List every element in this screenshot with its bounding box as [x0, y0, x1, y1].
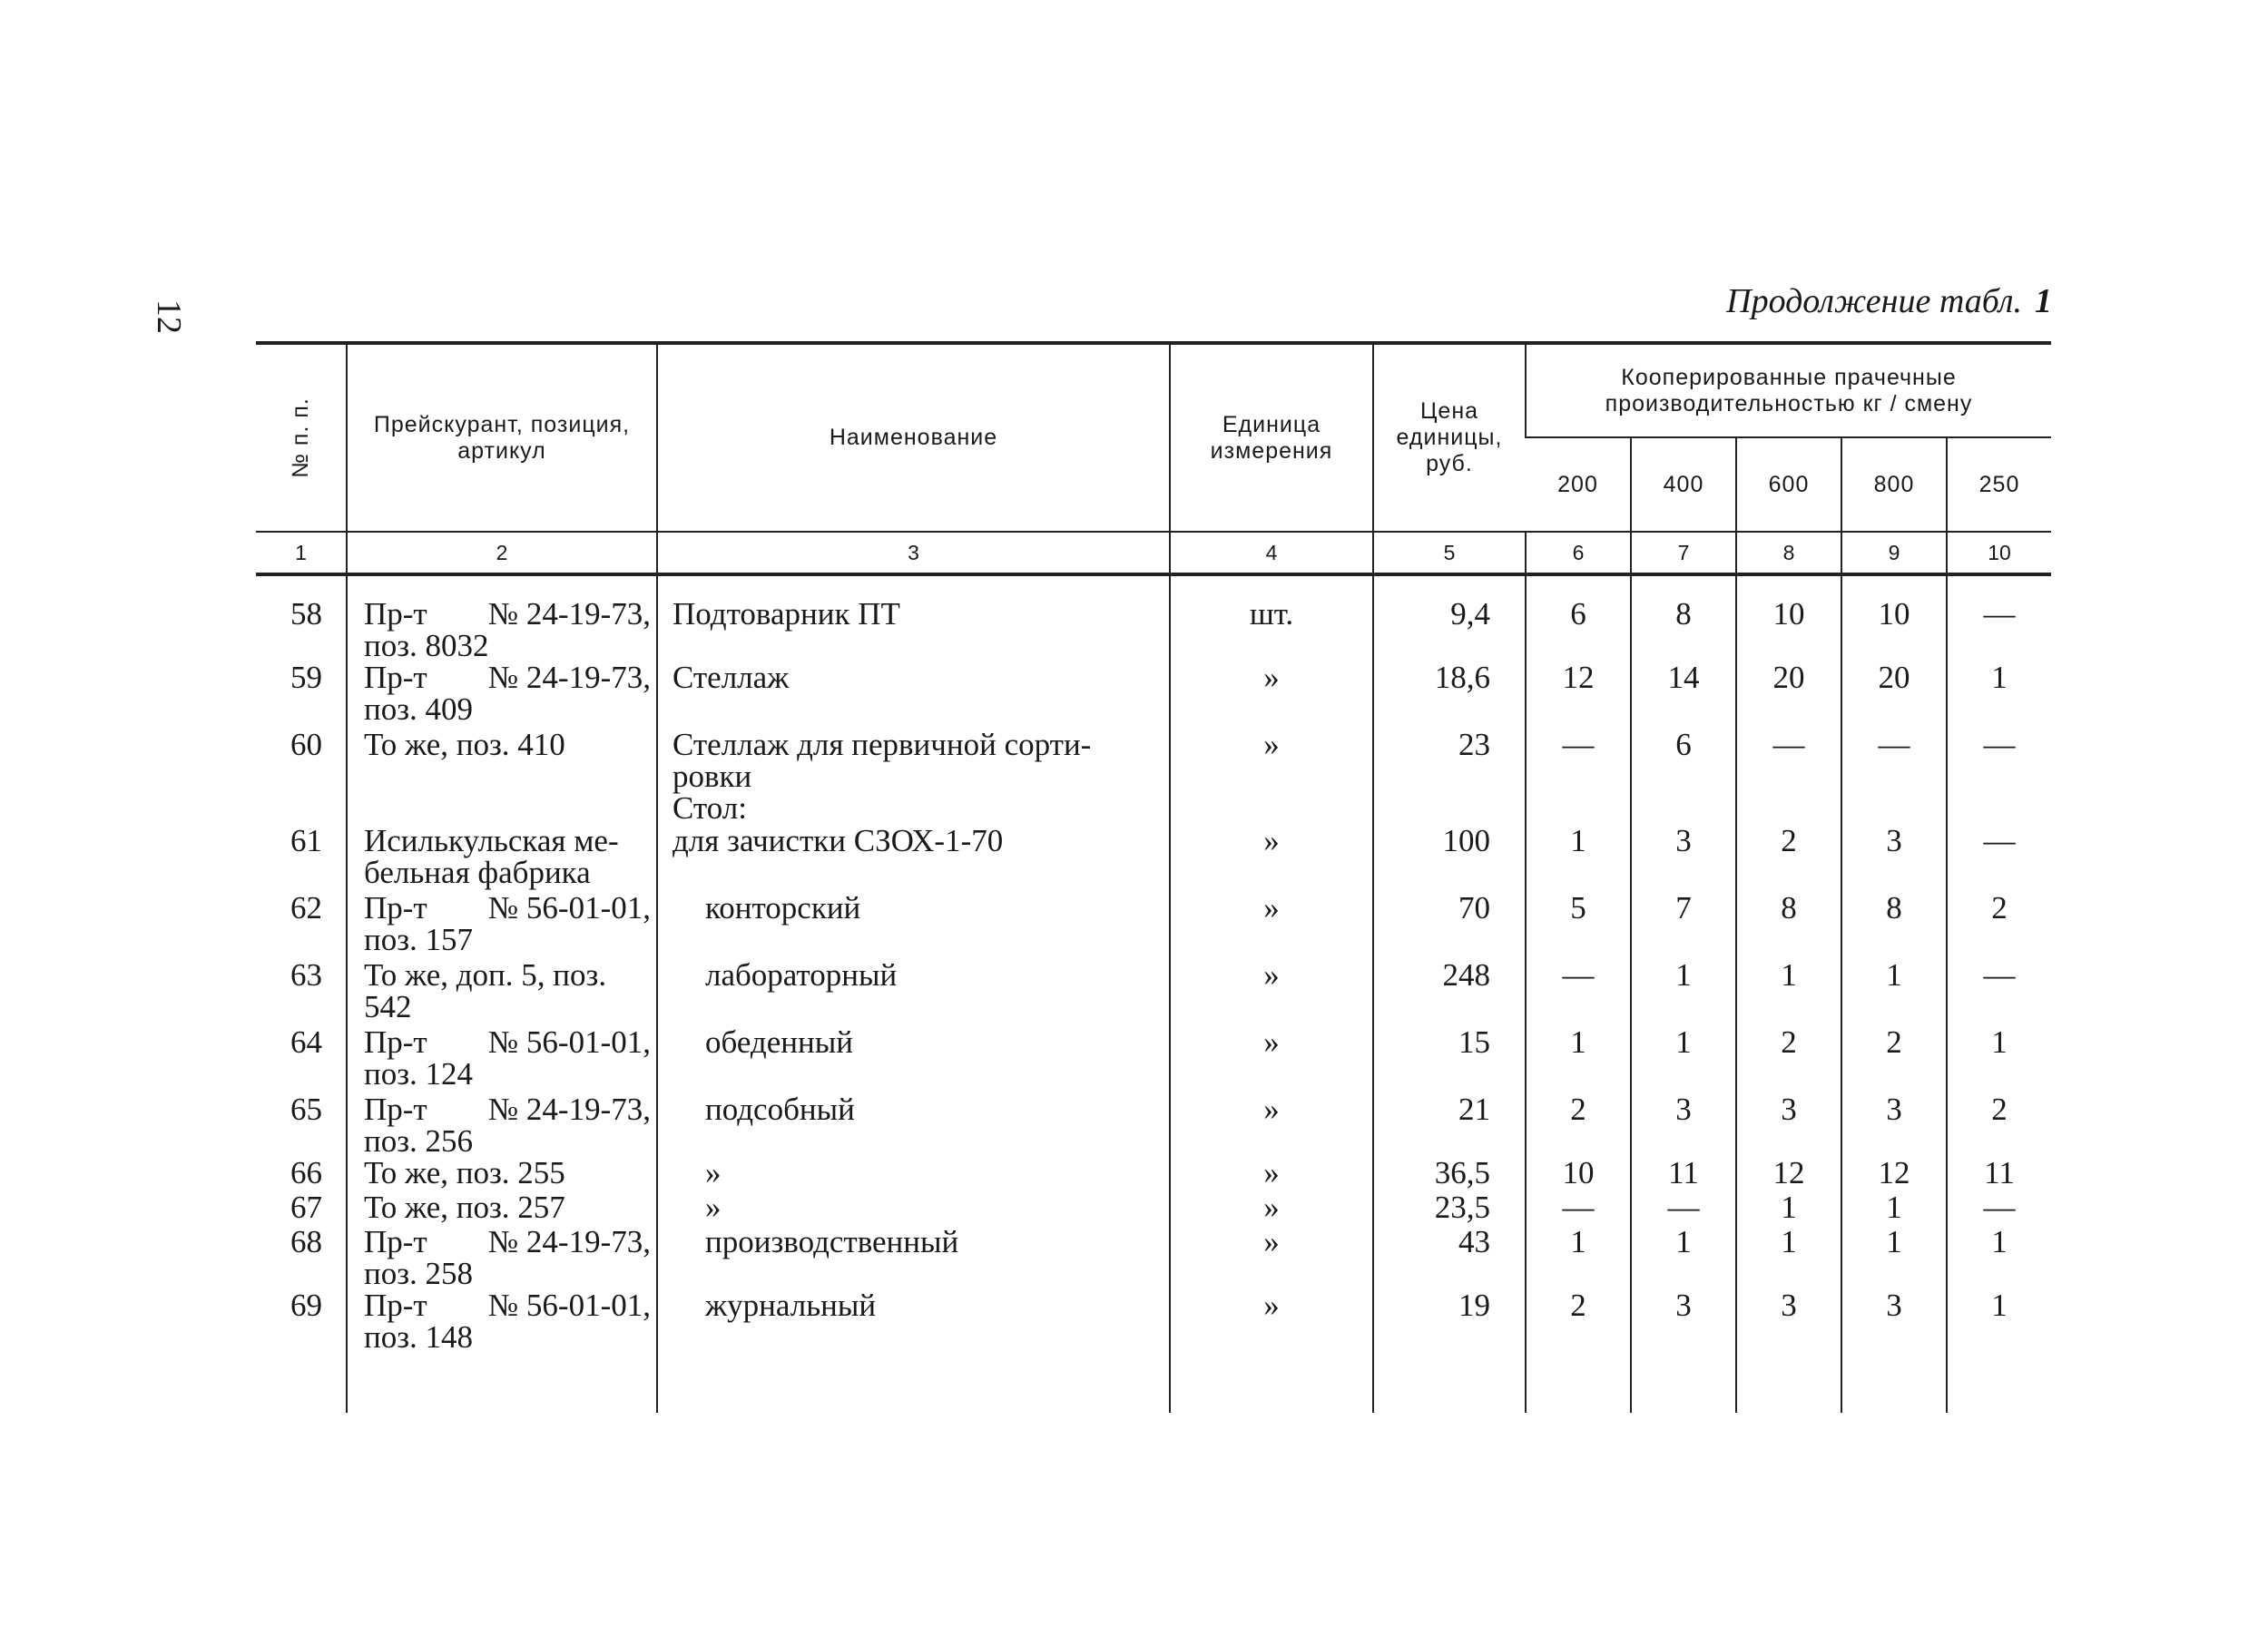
- quantity-cell: 3: [1631, 1289, 1736, 1376]
- pricelist-position: поз. 409: [364, 691, 474, 727]
- column-number: 2: [347, 532, 657, 574]
- pricelist-text: То же, поз. 410: [364, 727, 565, 762]
- header-group-capacity: Кооперированные прачечные производительностью кг / смену: [1526, 343, 2051, 437]
- pricelist-text: Пр-т: [364, 1092, 427, 1127]
- row-number: 66: [290, 1155, 322, 1190]
- quantity-cell: —: [1947, 574, 2051, 661]
- table-row: [256, 1026, 2051, 1093]
- price-cell: 19: [1373, 1289, 1526, 1376]
- unit-cell: »: [1170, 825, 1373, 892]
- item-name-cell: [657, 1191, 1170, 1226]
- item-name-cell: [657, 1093, 1170, 1157]
- unit-cell: »: [1170, 729, 1373, 825]
- quantity-cell: 3: [1841, 1289, 1947, 1376]
- pricelist-cell: [347, 1157, 657, 1191]
- unit-cell: »: [1170, 1226, 1373, 1289]
- unit-cell: »: [1170, 661, 1373, 729]
- row-number: 58: [290, 596, 322, 632]
- row-number: 61: [290, 823, 322, 858]
- quantity-cell: 3: [1841, 825, 1947, 892]
- row-number: 63: [290, 957, 322, 993]
- quantity-cell: 1: [1736, 1226, 1841, 1289]
- price-cell: 70: [1373, 892, 1526, 959]
- spacer-cell: [1841, 1376, 1947, 1413]
- row-number: 65: [290, 1092, 322, 1127]
- item-name-cell: [657, 574, 1170, 661]
- pricelist-text: Пр-т: [364, 890, 427, 926]
- column-number: 10: [1947, 532, 2051, 574]
- table-spacer-row: [256, 1376, 2051, 1413]
- pricelist-cell: [347, 1093, 657, 1157]
- quantity-cell: —: [1631, 1191, 1736, 1226]
- spacer-cell: [1170, 1376, 1373, 1413]
- pricelist-cell: [347, 1289, 657, 1376]
- column-number: 8: [1736, 532, 1841, 574]
- header-capacity: 200: [1557, 471, 1598, 497]
- quantity-cell: —: [1947, 825, 2051, 892]
- quantity-cell: 1: [1526, 1226, 1631, 1289]
- quantity-cell: 2: [1947, 1093, 2051, 1157]
- header-capacity: 400: [1631, 437, 1736, 532]
- quantity-cell: 1: [1841, 1226, 1947, 1289]
- unit-cell: »: [1170, 1191, 1373, 1226]
- quantity-cell: 7: [1631, 892, 1736, 959]
- pricelist-text: Пр-т: [364, 1024, 427, 1060]
- spacer-cell: [1373, 1376, 1526, 1413]
- spacer-cell: [657, 1376, 1170, 1413]
- quantity-cell: 11: [1631, 1157, 1736, 1191]
- quantity-cell: 2: [1736, 1026, 1841, 1093]
- quantity-cell: 1: [1631, 1226, 1736, 1289]
- quantity-cell: 20: [1841, 661, 1947, 729]
- unit-cell: »: [1170, 892, 1373, 959]
- price-cell: 9,4: [1373, 574, 1526, 661]
- quantity-cell: 10: [1841, 574, 1947, 661]
- item-name-line: для зачистки СЗОХ-1-70: [673, 823, 1004, 858]
- quantity-cell: 2: [1526, 1093, 1631, 1157]
- pricelist-number: № 24-19-73,: [487, 660, 651, 695]
- row-number: 64: [290, 1024, 322, 1060]
- quantity-cell: 1: [1947, 661, 2051, 729]
- quantity-cell: 8: [1631, 574, 1736, 661]
- pricelist-position: бельная фабрика: [364, 855, 591, 890]
- quantity-cell: 12: [1526, 661, 1631, 729]
- price-cell: 18,6: [1373, 661, 1526, 729]
- unit-cell: »: [1170, 1026, 1373, 1093]
- quantity-cell: 6: [1631, 729, 1736, 825]
- price-cell: 23: [1373, 729, 1526, 825]
- quantity-cell: 3: [1631, 1093, 1736, 1157]
- pricelist-text: Пр-т: [364, 1288, 427, 1323]
- quantity-cell: 1: [1947, 1289, 2051, 1376]
- table-row: [256, 959, 2051, 1026]
- column-number: 6: [1526, 532, 1631, 574]
- column-number-row: [256, 532, 2051, 574]
- quantity-cell: 14: [1631, 661, 1736, 729]
- quantity-cell: 12: [1736, 1157, 1841, 1191]
- pricelist-cell: [347, 1191, 657, 1226]
- column-number: 4: [1170, 532, 1373, 574]
- price-cell: 100: [1373, 825, 1526, 892]
- quantity-cell: —: [1526, 959, 1631, 1026]
- quantity-cell: 1: [1526, 825, 1631, 892]
- header-pricelist: Прейскурант, позиция, артикул: [347, 343, 657, 532]
- quantity-cell: 1: [1947, 1026, 2051, 1093]
- row-number: 68: [290, 1224, 322, 1259]
- price-cell: 248: [1373, 959, 1526, 1026]
- item-name-cell: [657, 825, 1170, 892]
- pricelist-text: То же, поз. 255: [364, 1155, 565, 1190]
- spacer-cell: [1631, 1376, 1736, 1413]
- pricelist-text: Пр-т: [364, 596, 427, 632]
- quantity-cell: —: [1947, 959, 2051, 1026]
- pricelist-position: поз. 8032: [364, 628, 489, 663]
- pricelist-position: 542: [364, 989, 412, 1024]
- quantity-cell: 1: [1736, 1191, 1841, 1226]
- quantity-cell: 6: [1526, 574, 1631, 661]
- quantity-cell: 2: [1526, 1289, 1631, 1376]
- unit-cell: шт.: [1170, 574, 1373, 661]
- item-name-line: Стол:: [673, 790, 747, 826]
- item-name-cell: [657, 729, 1170, 825]
- column-number: 5: [1373, 532, 1526, 574]
- table-row: [256, 825, 2051, 892]
- table-row: [256, 1289, 2051, 1376]
- quantity-cell: 11: [1947, 1157, 2051, 1191]
- quantity-cell: —: [1736, 729, 1841, 825]
- quantity-cell: —: [1947, 729, 2051, 825]
- spacer-cell: [256, 1376, 347, 1413]
- header-name: Наименование: [657, 343, 1170, 532]
- caption-table-number: 1: [2035, 282, 2052, 320]
- price-cell: 43: [1373, 1226, 1526, 1289]
- pricelist-cell: [347, 574, 657, 661]
- quantity-cell: 10: [1526, 1157, 1631, 1191]
- spacer-cell: [1736, 1376, 1841, 1413]
- quantity-cell: 1: [1736, 959, 1841, 1026]
- quantity-cell: 3: [1736, 1093, 1841, 1157]
- item-name-cell: [657, 1289, 1170, 1376]
- item-name-line: ровки: [673, 759, 752, 794]
- item-name-line: журнальный: [705, 1288, 877, 1323]
- item-name-cell: [657, 1026, 1170, 1093]
- quantity-cell: 1: [1631, 959, 1736, 1026]
- table-row: [256, 892, 2051, 959]
- table-row: [256, 661, 2051, 729]
- pricelist-number: № 56-01-01,: [487, 1288, 651, 1323]
- pricelist-number: № 24-19-73,: [487, 1224, 651, 1259]
- pricelist-cell: [347, 661, 657, 729]
- item-name-cell: [657, 959, 1170, 1026]
- item-name-cell: [657, 1226, 1170, 1289]
- pricelist-cell: [347, 892, 657, 959]
- item-name-cell: [657, 892, 1170, 959]
- row-number: 69: [290, 1288, 322, 1323]
- table-body: [256, 574, 2051, 1413]
- quantity-cell: 12: [1841, 1157, 1947, 1191]
- column-number: 1: [256, 532, 347, 574]
- quantity-cell: 2: [1736, 825, 1841, 892]
- quantity-cell: —: [1526, 1191, 1631, 1226]
- price-cell: 15: [1373, 1026, 1526, 1093]
- header-capacity: 250: [1947, 437, 2051, 532]
- item-name-cell: [657, 661, 1170, 729]
- item-name-line: »: [705, 1155, 722, 1190]
- quantity-cell: 8: [1736, 892, 1841, 959]
- pricelist-position: поз. 256: [364, 1123, 474, 1159]
- quantity-cell: —: [1526, 729, 1631, 825]
- quantity-cell: 3: [1736, 1289, 1841, 1376]
- unit-cell: »: [1170, 1289, 1373, 1376]
- pricelist-cell: [347, 729, 657, 825]
- page-number: 12: [150, 299, 188, 334]
- column-number: 7: [1631, 532, 1736, 574]
- pricelist-cell: [347, 825, 657, 892]
- quantity-cell: 1: [1947, 1226, 2051, 1289]
- unit-cell: »: [1170, 1157, 1373, 1191]
- pricelist-text: Пр-т: [364, 660, 427, 695]
- quantity-cell: 1: [1631, 1026, 1736, 1093]
- quantity-cell: 5: [1526, 892, 1631, 959]
- pricelist-number: № 24-19-73,: [487, 596, 651, 632]
- quantity-cell: 1: [1841, 959, 1947, 1026]
- unit-cell: »: [1170, 959, 1373, 1026]
- quantity-cell: 2: [1841, 1026, 1947, 1093]
- price-cell: 23,5: [1373, 1191, 1526, 1226]
- quantity-cell: —: [1841, 729, 1947, 825]
- header-price: Цена единицы, руб.: [1373, 343, 1526, 532]
- quantity-cell: 1: [1841, 1191, 1947, 1226]
- quantity-cell: 8: [1841, 892, 1947, 959]
- table-row: [256, 574, 2051, 661]
- pricelist-cell: [347, 1026, 657, 1093]
- pricelist-number: № 24-19-73,: [487, 1092, 651, 1127]
- item-name-line: Стеллаж: [673, 660, 790, 695]
- pricelist-number: № 56-01-01,: [487, 890, 651, 926]
- item-name-line: обеденный: [705, 1024, 853, 1060]
- item-name-line: лабораторный: [705, 957, 898, 993]
- equipment-table: [256, 341, 2051, 1413]
- header-unit: Единица измерения: [1170, 343, 1373, 532]
- table-row: [256, 1093, 2051, 1157]
- row-number: 60: [290, 727, 322, 762]
- table-caption: [1726, 281, 2052, 321]
- header-capacity: 800: [1841, 437, 1947, 532]
- price-cell: 36,5: [1373, 1157, 1526, 1191]
- quantity-cell: —: [1947, 1191, 2051, 1226]
- pricelist-position: поз. 124: [364, 1056, 474, 1092]
- quantity-cell: 2: [1947, 892, 2051, 959]
- item-name-line: конторский: [705, 890, 861, 926]
- item-name-cell: [657, 1157, 1170, 1191]
- pricelist-position: поз. 148: [364, 1319, 474, 1355]
- table-row: [256, 1191, 2051, 1226]
- row-number: 62: [290, 890, 322, 926]
- quantity-cell: 3: [1841, 1093, 1947, 1157]
- table-row: [256, 1157, 2051, 1191]
- table-row: [256, 729, 2051, 825]
- pricelist-text: Исилькульская ме-: [364, 823, 619, 858]
- row-number: 67: [290, 1190, 322, 1225]
- quantity-cell: 1: [1526, 1026, 1631, 1093]
- column-number: 9: [1841, 532, 1947, 574]
- quantity-cell: 20: [1736, 661, 1841, 729]
- spacer-cell: [1526, 1376, 1631, 1413]
- quantity-cell: 3: [1631, 825, 1736, 892]
- pricelist-number: № 56-01-01,: [487, 1024, 651, 1060]
- spacer-cell: [347, 1376, 657, 1413]
- pricelist-position: поз. 157: [364, 922, 474, 957]
- header-number: № п. п.: [288, 397, 313, 478]
- pricelist-position: поз. 258: [364, 1256, 474, 1291]
- column-number: 3: [657, 532, 1170, 574]
- pricelist-text: То же, доп. 5, поз.: [364, 957, 607, 993]
- pricelist-cell: [347, 959, 657, 1026]
- price-cell: 21: [1373, 1093, 1526, 1157]
- quantity-cell: 10: [1736, 574, 1841, 661]
- item-name-line: »: [705, 1190, 722, 1225]
- spacer-cell: [1947, 1376, 2051, 1413]
- item-name-line: Подтоварник ПТ: [673, 596, 900, 632]
- unit-cell: »: [1170, 1093, 1373, 1157]
- caption-text: Продолжение табл.: [1726, 282, 2022, 320]
- item-name-line: Стеллаж для первичной сорти-: [673, 727, 1092, 762]
- row-number: 59: [290, 660, 322, 695]
- item-name-line: производственный: [705, 1224, 959, 1259]
- table-row: [256, 1226, 2051, 1289]
- pricelist-text: Пр-т: [364, 1224, 427, 1259]
- pricelist-text: То же, поз. 257: [364, 1190, 565, 1225]
- item-name-line: подсобный: [705, 1092, 855, 1127]
- pricelist-cell: [347, 1226, 657, 1289]
- header-capacity: 600: [1736, 437, 1841, 532]
